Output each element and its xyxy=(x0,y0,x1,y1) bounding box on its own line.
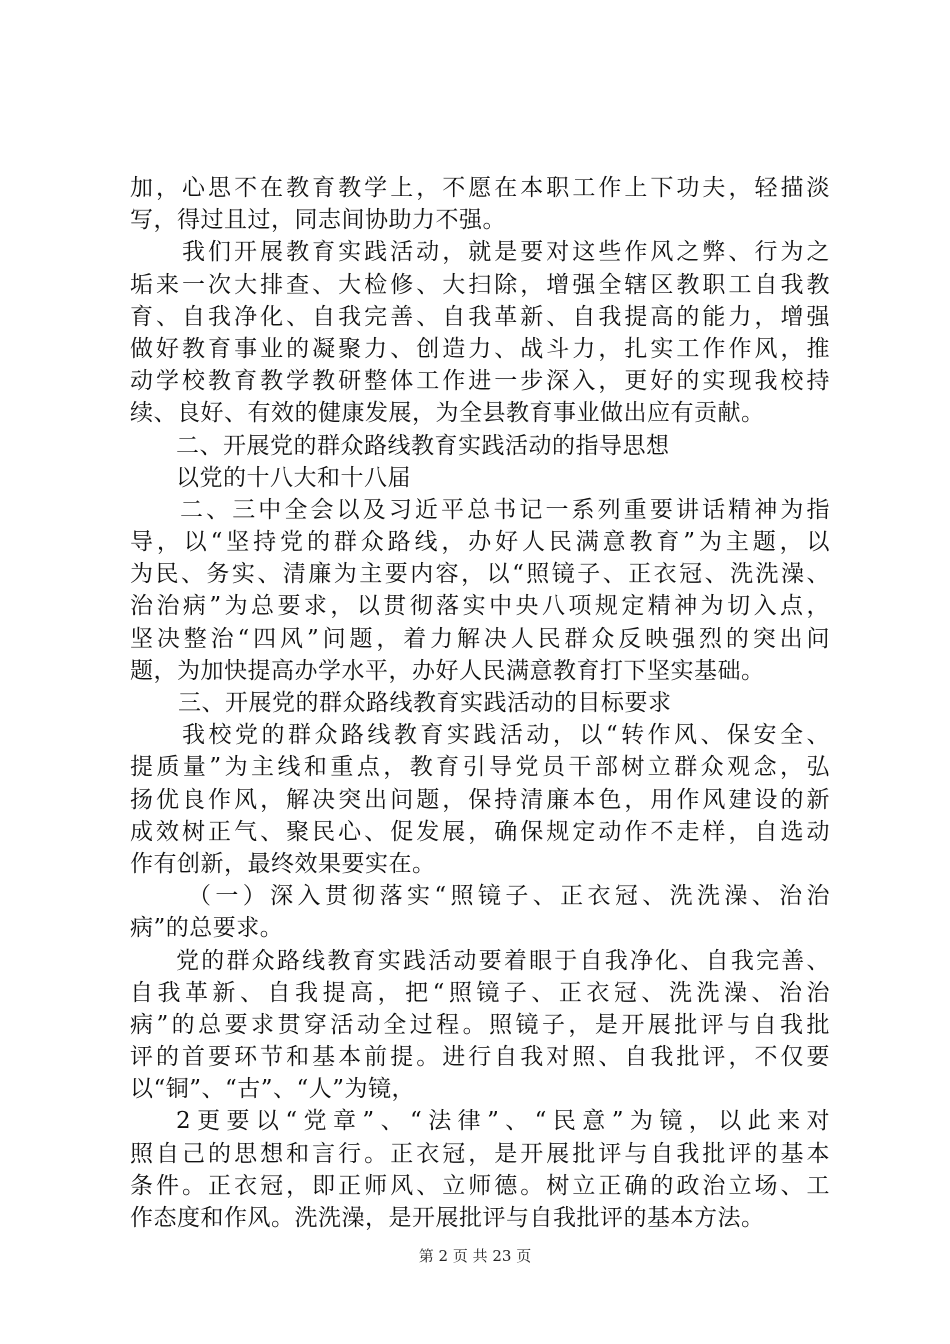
text-line: （一）深入贯彻落实“照镜子、正衣冠、洗洗澡、治治 xyxy=(188,883,830,910)
text-line: 党的群众路线教育实践活动要着眼于自我净化、自我完善、 xyxy=(176,947,830,974)
text-line: 以党的十八大和十八届 xyxy=(176,464,411,491)
text-line: 为民、务实、清廉为主要内容，以“照镜子、正衣冠、洗洗澡、 xyxy=(130,561,830,588)
text-line: 动学校教育教学教研整体工作进一步深入，更好的实现我校持 xyxy=(130,368,830,395)
text-line: 二、开展党的群众路线教育实践活动的指导思想 xyxy=(176,432,670,459)
text-line: 我们开展教育实践活动，就是要对这些作风之弊、行为之 xyxy=(182,239,830,266)
text-line: 作态度和作风。洗洗澡，是开展批评与自我批评的基本方法。 xyxy=(130,1205,765,1231)
text-line: 坚决整治“四风”问题，着力解决人民群众反映强烈的突出问 xyxy=(130,625,830,652)
text-line: 导，以“坚持党的群众路线，办好人民满意教育”为主题，以 xyxy=(130,529,830,556)
text-line: 自我革新、自我提高，把“照镜子、正衣冠、洗洗澡、治治 xyxy=(130,979,830,1006)
text-line: 加，心思不在教育教学上，不愿在本职工作上下功夫，轻描淡 xyxy=(130,175,830,201)
text-line: 以“铜”、“古”、“人”为镜， xyxy=(130,1076,416,1103)
text-line: 病”的总要求贯穿活动全过程。照镜子，是开展批评与自我批 xyxy=(130,1011,830,1038)
text-line: 治治病”为总要求，以贯彻落实中央八项规定精神为切入点， xyxy=(130,593,830,620)
text-line: 我校党的群众路线教育实践活动，以“转作风、保安全、 xyxy=(182,722,830,749)
text-line: 写，得过且过，同志间协助力不强。 xyxy=(130,207,506,234)
text-line: 题，为加快提高办学水平，办好人民满意教育打下坚实基础。 xyxy=(130,657,765,684)
text-line: 垢来一次大排查、大检修、大扫除，增强全辖区教职工自我教 xyxy=(130,271,830,298)
text-line: 做好教育事业的凝聚力、创造力、战斗力，扎实工作作风，推 xyxy=(130,335,830,362)
text-line: 评的首要环节和基本前提。进行自我对照、自我批评，不仅要 xyxy=(130,1044,830,1071)
page-number-footer: 第 2 页 共 23 页 xyxy=(418,1247,532,1265)
text-line: 照自己的思想和言行。正衣冠，是开展批评与自我批评的基本 xyxy=(130,1140,830,1167)
text-line: 二、三中全会以及习近平总书记一系列重要讲话精神为指 xyxy=(180,496,830,523)
text-line: 2更要以“党章”、“法律”、“民意”为镜，以此来对 xyxy=(176,1108,830,1135)
text-line: 病”的总要求。 xyxy=(130,915,284,942)
text-line: 提质量”为主线和重点，教育引导党员干部树立群众观念，弘 xyxy=(130,754,830,781)
text-line: 成效树正气、聚民心、促发展，确保规定动作不走样，自选动 xyxy=(130,818,830,845)
text-line: 条件。正衣冠，即正师风、立师德。树立正确的政治立场、工 xyxy=(130,1172,830,1199)
text-line: 育、自我净化、自我完善、自我革新、自我提高的能力，增强 xyxy=(130,303,830,330)
text-line: 续、良好、有效的健康发展，为全县教育事业做出应有贡献。 xyxy=(130,400,765,427)
text-line: 三、开展党的群众路线教育实践活动的目标要求 xyxy=(178,690,672,716)
document-body xyxy=(130,172,830,1234)
text-line: 扬优良作风，解决突出问题，保持清廉本色，用作风建设的新 xyxy=(130,786,830,813)
text-line: 作有创新，最终效果要实在。 xyxy=(130,850,436,877)
